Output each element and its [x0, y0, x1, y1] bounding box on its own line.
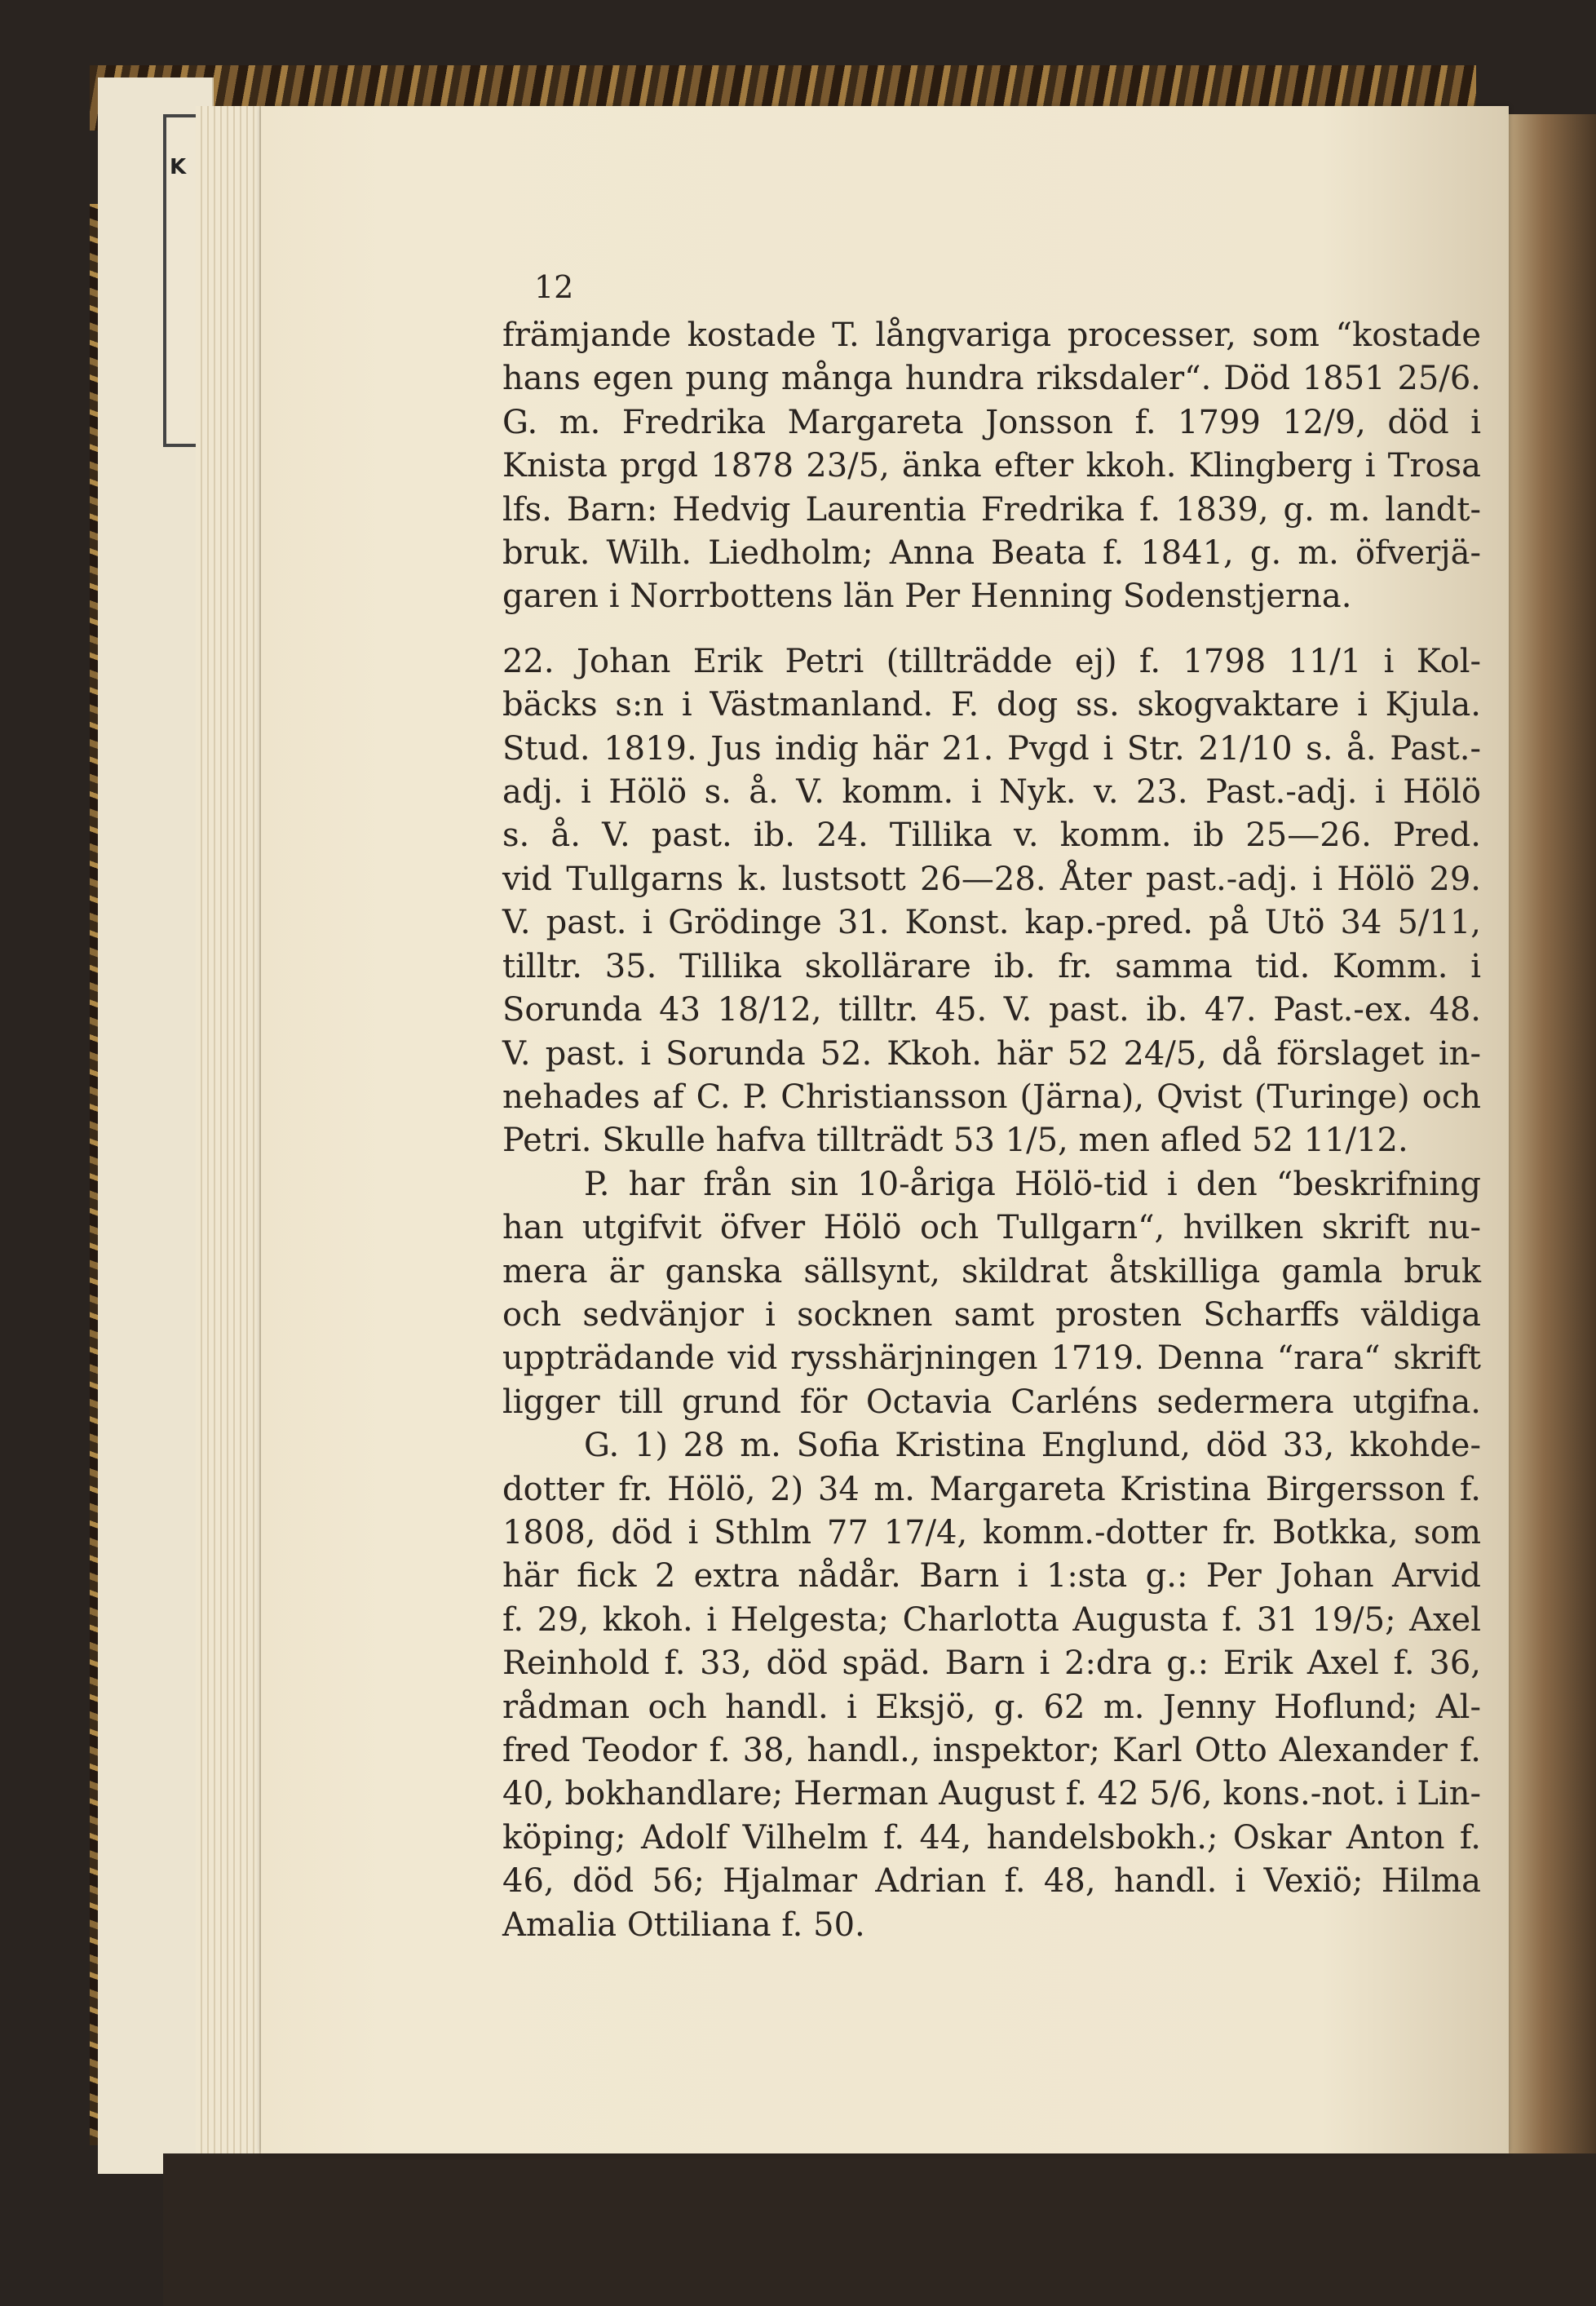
- text-line: s. å. V. past. ib. 24. Tillika v. komm. ib 25—26. Pred.: [502, 817, 1481, 855]
- text-line: adj. i Hölö s. å. V. komm. i Nyk. v. 23. Past.-adj. i Hölö: [502, 773, 1481, 812]
- text-line: uppträdande vid rysshärjningen 1719. Denna “rara“ skrift: [502, 1339, 1481, 1378]
- text-line: 46, död 56; Hjalmar Adrian f. 48, handl. i Vexiö; Hilma: [502, 1862, 1481, 1901]
- text-line: V. past. i Sorunda 52. Kkoh. här 52 24/5, då förslaget in-: [502, 1034, 1481, 1073]
- text-line: ligger till grund för Octavia Carléns sedermera utgifna.: [502, 1383, 1481, 1421]
- text-line: 1808, död i Sthlm 77 17/4, komm.-dotter fr. Botkka, som: [502, 1513, 1481, 1551]
- text-line: Amalia Ottiliana f. 50.: [502, 1905, 865, 1944]
- page-text: [502, 314, 1481, 1947]
- book-bottom-edge: [163, 2153, 1596, 2306]
- text-line: Sorunda 43 18/12, tilltr. 45. V. past. ib. 47. Past.-ex. 48.: [502, 991, 1481, 1029]
- text-line: 40, bokhandlare; Herman August f. 42 5/6, kons.-not. i Lin-: [502, 1775, 1481, 1813]
- entry-heading-line: 22. Johan Erik Petri (tillträdde ej) f. 1798 11/1 i Kol-: [502, 642, 1481, 680]
- text-line: Stud. 1819. Jus indig här 21. Pvgd i Str. 21/10 s. å. Past.-: [502, 729, 1481, 768]
- text-line: rådman och handl. i Eksjö, g. 62 m. Jenny Hoflund; Al-: [502, 1688, 1481, 1726]
- text-line: hans egen pung många hundra riksdaler“. Död 1851 25/6.: [502, 360, 1481, 398]
- text-line: tilltr. 35. Tillika skollärare ib. fr. samma tid. Komm. i: [502, 947, 1481, 985]
- book-right-edge: [1509, 114, 1596, 2153]
- text-line: främjande kostade T. långvariga processer, som “kostade: [502, 316, 1481, 354]
- text-line: och sedvänjor i socknen samt prosten Scharffs väldiga: [502, 1295, 1481, 1334]
- text-line: mera är ganska sällsynt, skildrat åtskilliga gamla bruk: [502, 1252, 1481, 1290]
- text-line: här fick 2 extra nådår. Barn i 1:sta g.: Per Johan Arvid: [502, 1557, 1481, 1596]
- text-line: nehades af C. P. Christiansson (Järna), Qvist (Turinge) och: [502, 1078, 1481, 1116]
- text-line: bäcks s:n i Västmanland. F. dog ss. skogvaktare i Kjula.: [502, 686, 1481, 724]
- text-line: vid Tullgarns k. lustsott 26—28. Åter past.-adj. i Hölö 29.: [502, 860, 1481, 898]
- text-line: fred Teodor f. 38, handl., inspektor; Karl Otto Alexander f.: [502, 1732, 1481, 1769]
- text-line: lfs. Barn: Hedvig Laurentia Fredrika f. 1839, g. m. landt-: [502, 490, 1481, 529]
- spine-label-letter: K: [170, 155, 187, 179]
- text-line: han utgifvit öfver Hölö och Tullgarn“, hvilken skrift nu-: [502, 1209, 1481, 1247]
- text-line: Petri. Skulle hafva tillträdt 53 1/5, men afled 52 11/12.: [502, 1122, 1408, 1160]
- text-line: f. 29, kkoh. i Helgesta; Charlotta Augusta f. 31 19/5; Axel: [502, 1600, 1481, 1639]
- text-line: Knista prgd 1878 23/5, änka efter kkoh. Klingberg i Trosa: [502, 447, 1481, 485]
- text-line: V. past. i Grödinge 31. Konst. kap.-pred. på Utö 34 5/11,: [502, 904, 1481, 942]
- text-line: G. 1) 28 m. Sofia Kristina Englund, död 33, kkohde-: [584, 1427, 1481, 1465]
- page-number: 12: [534, 269, 574, 305]
- text-line: P. har från sin 10-åriga Hölö-tid i den “beskrifning: [584, 1165, 1481, 1203]
- text-line: garen i Norrbottens län Per Henning Sodenstjerna.: [502, 578, 1352, 616]
- text-line: G. m. Fredrika Margareta Jonsson f. 1799 12/9, död i: [502, 403, 1481, 441]
- text-line: dotter fr. Hölö, 2) 34 m. Margareta Kristina Birgersson f.: [502, 1470, 1481, 1508]
- text-line: bruk. Wilh. Liedholm; Anna Beata f. 1841, g. m. öfverjä-: [502, 534, 1481, 573]
- text-line: Reinhold f. 33, död späd. Barn i 2:dra g.: Erik Axel f. 36,: [502, 1644, 1481, 1683]
- text-line: köping; Adolf Vilhelm f. 44, handelsbokh.; Oskar Anton f.: [502, 1818, 1481, 1857]
